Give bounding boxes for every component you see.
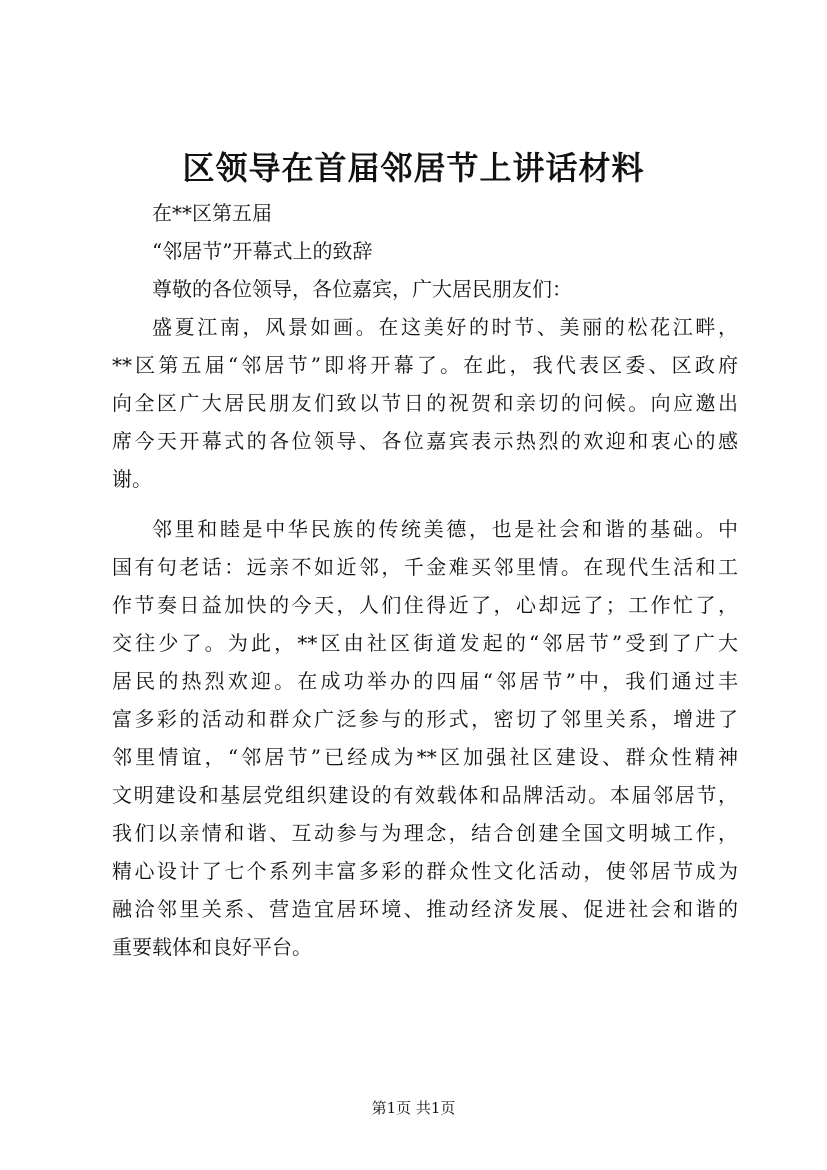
paragraph-2-line-11: 融洽邻里关系、营造宜居环境、推动经济发展、促进社会和谐的 <box>112 897 738 921</box>
paragraph-2-line-3: 作节奏日益加快的今天，人们住得近了，心却远了；工作忙了， <box>112 593 738 617</box>
paragraph-1-line-4: 席今天开幕式的各位领导、各位嘉宾表示热烈的欢迎和衷心的感 <box>112 429 738 453</box>
paragraph-2-line-6: 富多彩的活动和群众广泛参与的形式，密切了邻里关系，增进了 <box>112 707 738 731</box>
paragraph-1-line-5: 谢。 <box>112 467 152 491</box>
paragraph-2-line-2: 国有句老话：远亲不如近邻，千金难买邻里情。在现代生活和工 <box>112 555 738 579</box>
paragraph-2-line-9: 我们以亲情和谐、互动参与为理念，结合创建全国文明城工作， <box>112 821 738 845</box>
salutation: 尊敬的各位领导，各位嘉宾，广大居民朋友们： <box>152 277 572 301</box>
paragraph-2-line-12: 重要载体和良好平台。 <box>112 935 312 959</box>
subtitle-line-2: “邻居节”开幕式上的致辞 <box>152 239 373 263</box>
subtitle-line-1: 在**区第五届 <box>152 201 272 225</box>
document-title: 区领导在首届邻居节上讲话材料 <box>182 149 645 187</box>
document-body <box>112 194 738 966</box>
paragraph-1-line-3: 向全区广大居民朋友们致以节日的祝贺和亲切的问候。向应邀出 <box>112 391 738 415</box>
paragraph-2-line-1: 邻里和睦是中华民族的传统美德，也是社会和谐的基础。中 <box>152 517 738 541</box>
paragraph-2-line-10: 精心设计了七个系列丰富多彩的群众性文化活动，使邻居节成为 <box>112 859 738 883</box>
paragraph-2-line-4: 交往少了。为此，**区由社区街道发起的“邻居节”受到了广大 <box>112 631 738 655</box>
paragraph-2-line-7: 邻里情谊，“邻居节”已经成为**区加强社区建设、群众性精神 <box>112 745 738 769</box>
paragraph-2-line-8: 文明建设和基层党组织建设的有效载体和品牌活动。本届邻居节， <box>112 783 738 807</box>
page-footer: 第1页 共1页 <box>371 1099 456 1117</box>
paragraph-2-line-5: 居民的热烈欢迎。在成功举办的四届“邻居节”中，我们通过丰 <box>112 669 738 693</box>
paragraph-1-line-1: 盛夏江南，风景如画。在这美好的时节、美丽的松花江畔， <box>152 315 738 339</box>
paragraph-1-line-2: **区第五届“邻居节”即将开幕了。在此，我代表区委、区政府 <box>112 353 738 377</box>
